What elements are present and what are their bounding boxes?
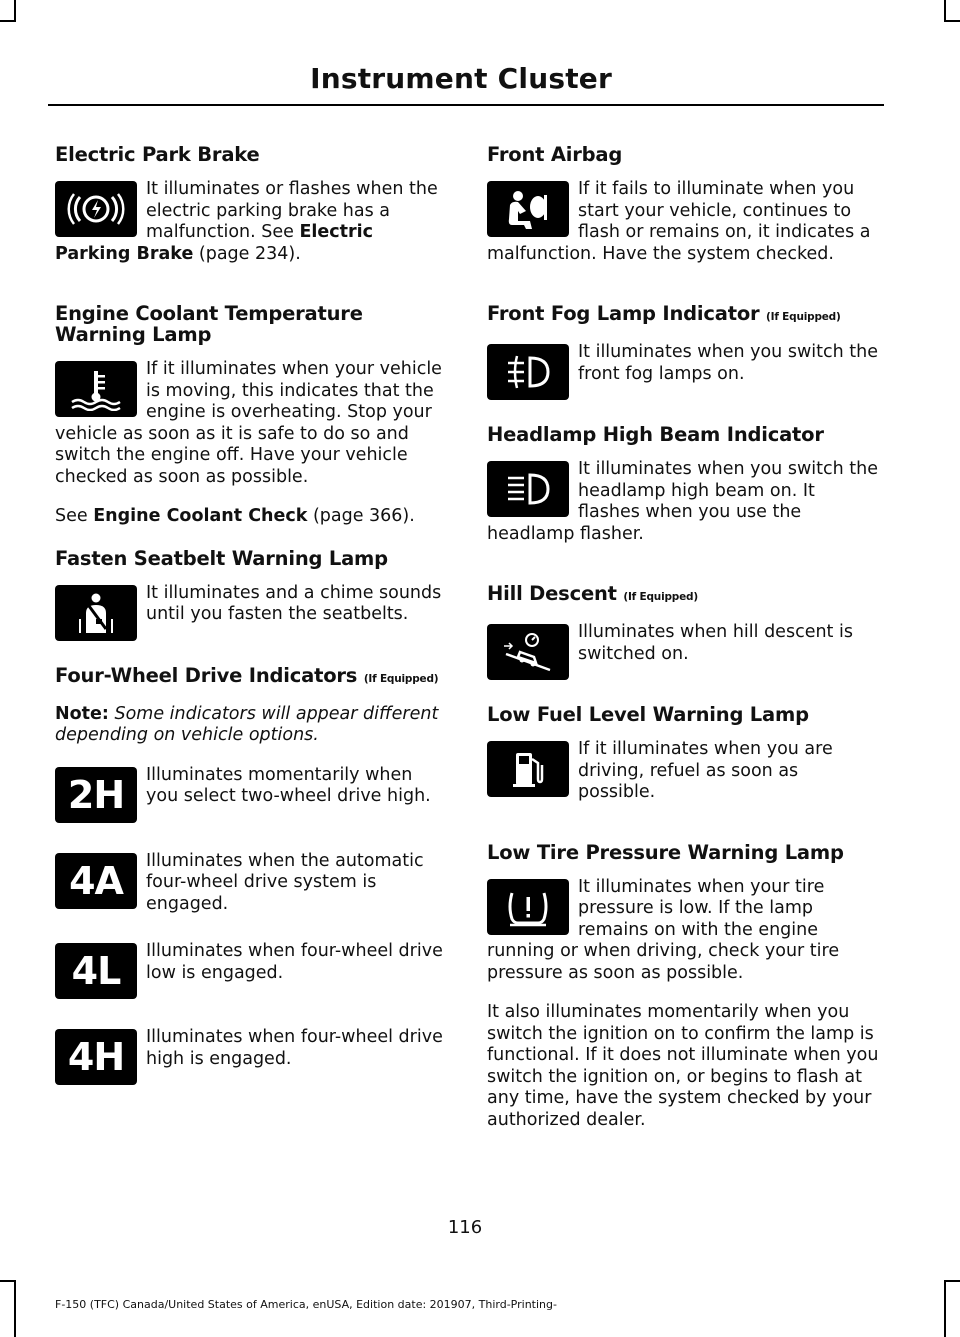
section-heading: Low Tire Pressure Warning Lamp: [487, 840, 844, 864]
2h-indicator-icon: [55, 767, 137, 823]
airbag-icon: [487, 181, 569, 237]
crop-mark: [944, 20, 960, 22]
hill-descent-icon-graphic: [498, 630, 558, 674]
section-heading: Front Airbag: [487, 143, 623, 166]
page-title: Instrument Cluster: [310, 62, 612, 95]
cross-reference-link[interactable]: Electric Parking Brake: [55, 222, 374, 264]
heading-text: Four-Wheel Drive Indicators: [55, 663, 358, 687]
section-low-fuel: [487, 704, 879, 822]
note-text: Some indicators will appear different depending on vehicle options.: [55, 703, 439, 745]
heading-qualifier: (If Equipped): [766, 311, 841, 323]
indicator-label: 2H: [67, 772, 125, 817]
high-beam-icon: [487, 461, 569, 517]
section-front-fog-lamp: [487, 303, 879, 404]
section-text: Illuminates when hill descent is switched on.: [578, 622, 853, 664]
section-text: It also illuminates momentarily when you switch the ignition on to confirm the lamp is functional. If it does not illuminate when you switch the ignition on, or begins to flash at any time, have the system checked by your authorized dealer.: [487, 1002, 879, 1130]
section-text: Illuminates when four-wheel drive high is engaged.: [146, 1027, 443, 1069]
text-run: (page 234).: [193, 243, 301, 264]
section-heading: Fasten Seatbelt Warning Lamp: [55, 546, 388, 570]
section-text: Illuminates when four-wheel drive low is engaged.: [146, 941, 443, 983]
fuel-pump-icon: [487, 741, 569, 797]
section-low-tire-pressure: [487, 842, 879, 1132]
section-text: Illuminates when the automatic four-wheel drive system is engaged.: [146, 850, 424, 914]
section-heading: Engine Coolant Temperature Warning Lamp: [55, 302, 363, 346]
section-high-beam: [487, 424, 879, 563]
4h-indicator-icon: [55, 1029, 137, 1085]
crop-mark: [14, 0, 16, 22]
high-beam-icon-graphic: [498, 467, 558, 511]
electric-park-brake-icon-graphic: [66, 187, 126, 231]
tire-pressure-icon-graphic: [498, 885, 558, 929]
list-item-4h: [55, 1027, 447, 1089]
text-run: It illuminates or flashes when the electric parking brake has a malfunction. See: [146, 179, 438, 242]
header-rule: [48, 104, 884, 106]
section-front-airbag: [487, 144, 879, 283]
text-run: See: [55, 506, 94, 526]
fog-lamp-icon: [487, 344, 569, 400]
heading-qualifier: (If Equipped): [623, 591, 698, 603]
fuel-pump-icon-graphic: [498, 747, 558, 791]
list-item-2h: [55, 765, 447, 843]
section-four-wheel-drive: [55, 665, 447, 1090]
section-text: It illuminates and a chime sounds until you fasten the seatbelts.: [146, 582, 442, 624]
section-text: If it illuminates when your vehicle is moving, this indicates that the engine is overheating. Stop your vehicle as soon as it is safe to do so and switch the engine off. Have your vehicle checked as soon as possible.: [55, 359, 442, 487]
indicator-label: 4L: [71, 949, 121, 993]
seatbelt-icon: [55, 585, 137, 641]
4a-indicator-icon: [55, 853, 137, 909]
coolant-temperature-icon-graphic: [66, 367, 126, 411]
section-text: If it illuminates when you are driving, refuel as soon as possible.: [578, 739, 833, 802]
text-run: (page 366).: [307, 506, 415, 526]
4l-indicator-icon: [55, 943, 137, 999]
hill-descent-icon: [487, 624, 569, 680]
left-column: [55, 144, 447, 1109]
section-heading: Electric Park Brake: [55, 143, 260, 166]
section-text: It illuminates when you switch the headlamp high beam on. It flashes when you use the headlamp flasher.: [487, 459, 878, 544]
section-text: [55, 506, 447, 528]
fog-lamp-icon-graphic: [498, 350, 558, 394]
section-heading: [487, 583, 879, 608]
crop-mark: [0, 20, 16, 22]
section-text: It illuminates when your tire pressure is low. If the lamp remains on with the engine running or when driving, check your tire pressure as soon as possible.: [487, 876, 840, 983]
heading-text: Hill Descent: [487, 582, 617, 605]
crop-mark: [14, 1280, 16, 1337]
heading-qualifier: (If Equipped): [363, 672, 439, 685]
crop-mark: [944, 1280, 960, 1282]
crop-mark: [944, 1280, 946, 1337]
section-hill-descent: [487, 583, 879, 684]
coolant-temperature-icon: [55, 361, 137, 417]
note: [55, 704, 447, 747]
list-item-4l: [55, 941, 447, 1019]
section-heading: Low Fuel Level Warning Lamp: [487, 703, 809, 726]
heading-text: Front Fog Lamp Indicator: [487, 302, 760, 325]
crop-mark: [0, 1280, 16, 1282]
section-coolant-temperature: [55, 303, 447, 528]
note-label: Note:: [55, 703, 109, 724]
edition-line: F-150 (TFC) Canada/United States of America, enUSA, Edition date: 201907, Third-Printing-: [55, 1298, 557, 1311]
tire-pressure-icon: [487, 879, 569, 935]
crop-mark: [944, 0, 946, 22]
section-heading: [55, 665, 447, 690]
section-text: It illuminates when you switch the front fog lamps on.: [578, 342, 878, 384]
right-column: [487, 144, 879, 1151]
indicator-label: 4H: [67, 1035, 125, 1079]
airbag-icon-graphic: [498, 187, 558, 231]
section-text: Illuminates momentarily when you select two-wheel drive high.: [146, 764, 431, 806]
section-heading: Headlamp High Beam Indicator: [487, 423, 824, 446]
section-electric-park-brake: [55, 144, 447, 283]
cross-reference-link[interactable]: Engine Coolant Check: [93, 506, 308, 526]
section-text: If it fails to illuminate when you start your vehicle, continues to flash or remains on, it indicates a malfunction. Have the system checked.: [487, 179, 871, 264]
page-number: 116: [447, 1217, 483, 1238]
list-item-4a: [55, 851, 447, 934]
indicator-label: 4A: [69, 858, 123, 903]
section-seatbelt: [55, 548, 447, 645]
section-heading: [487, 303, 879, 328]
seatbelt-icon-graphic: [66, 591, 126, 635]
electric-park-brake-icon: [55, 181, 137, 237]
